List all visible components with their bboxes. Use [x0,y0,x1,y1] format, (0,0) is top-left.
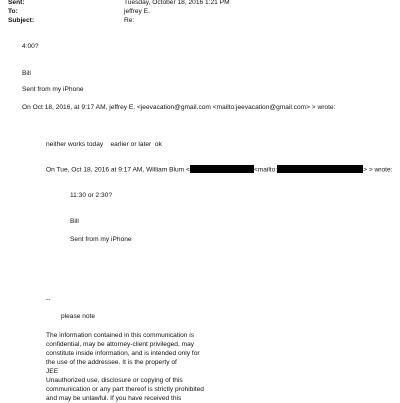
disclaimer-line: the use of the addressee. It is the property of [46,359,177,366]
quote1-attribution: On Oct 18, 2016, at 9:17 AM, jeffrey E. <jeevacation@gmail.com <mailto:jeevacation@gmail.com> > wrote: [22,104,336,111]
disclaimer-line: and may be unlawful. If you have received this [46,395,182,402]
quote2-attribution [46,165,392,175]
signature-separator: -- [46,296,51,303]
quote2-signature: Bill [70,218,79,225]
quote1-text: neither works today earlier or later ok [46,141,162,148]
quote2-attribution-mid: <mailto: [253,166,278,174]
please-note: please note [61,313,96,320]
subject-label: Subject: [8,17,35,24]
reply-text: 4:00? [22,43,39,50]
disclaimer-line: The information contained in this communication is [46,332,195,339]
quote2-sent-from: Sent from my iPhone [70,236,132,243]
redaction-block [190,165,254,173]
subject-value: Re: [124,17,135,24]
disclaimer-line: communication or any part thereof is strictly prohibited [46,386,204,393]
disclaimer-line: constitute inside information, and is intended only for [46,350,200,357]
quote2-attribution-start: On Tue, Oct 18, 2016 at 9:17 AM, William Blum < [46,166,190,174]
quote2-attribution-end: > > wrote: [363,166,393,174]
disclaimer-line: JEE [46,368,59,375]
redaction-block [277,165,363,173]
to-label: To: [8,8,18,15]
quote2-line1: 11:30 or 2:30? [70,192,113,199]
reply-sent-from: Sent from my iPhone [22,86,84,93]
disclaimer-line: Unauthorized use, disclosure or copying of this [46,377,183,384]
to-value: jeffrey E. [124,8,150,15]
disclaimer-line: confidential, may be attorney-client privileged, may [46,341,195,348]
sent-value: Tuesday, October 18, 2016 1:21 PM [124,0,230,6]
reply-signature: Bill [22,70,31,77]
sent-label: Sent: [8,0,25,6]
